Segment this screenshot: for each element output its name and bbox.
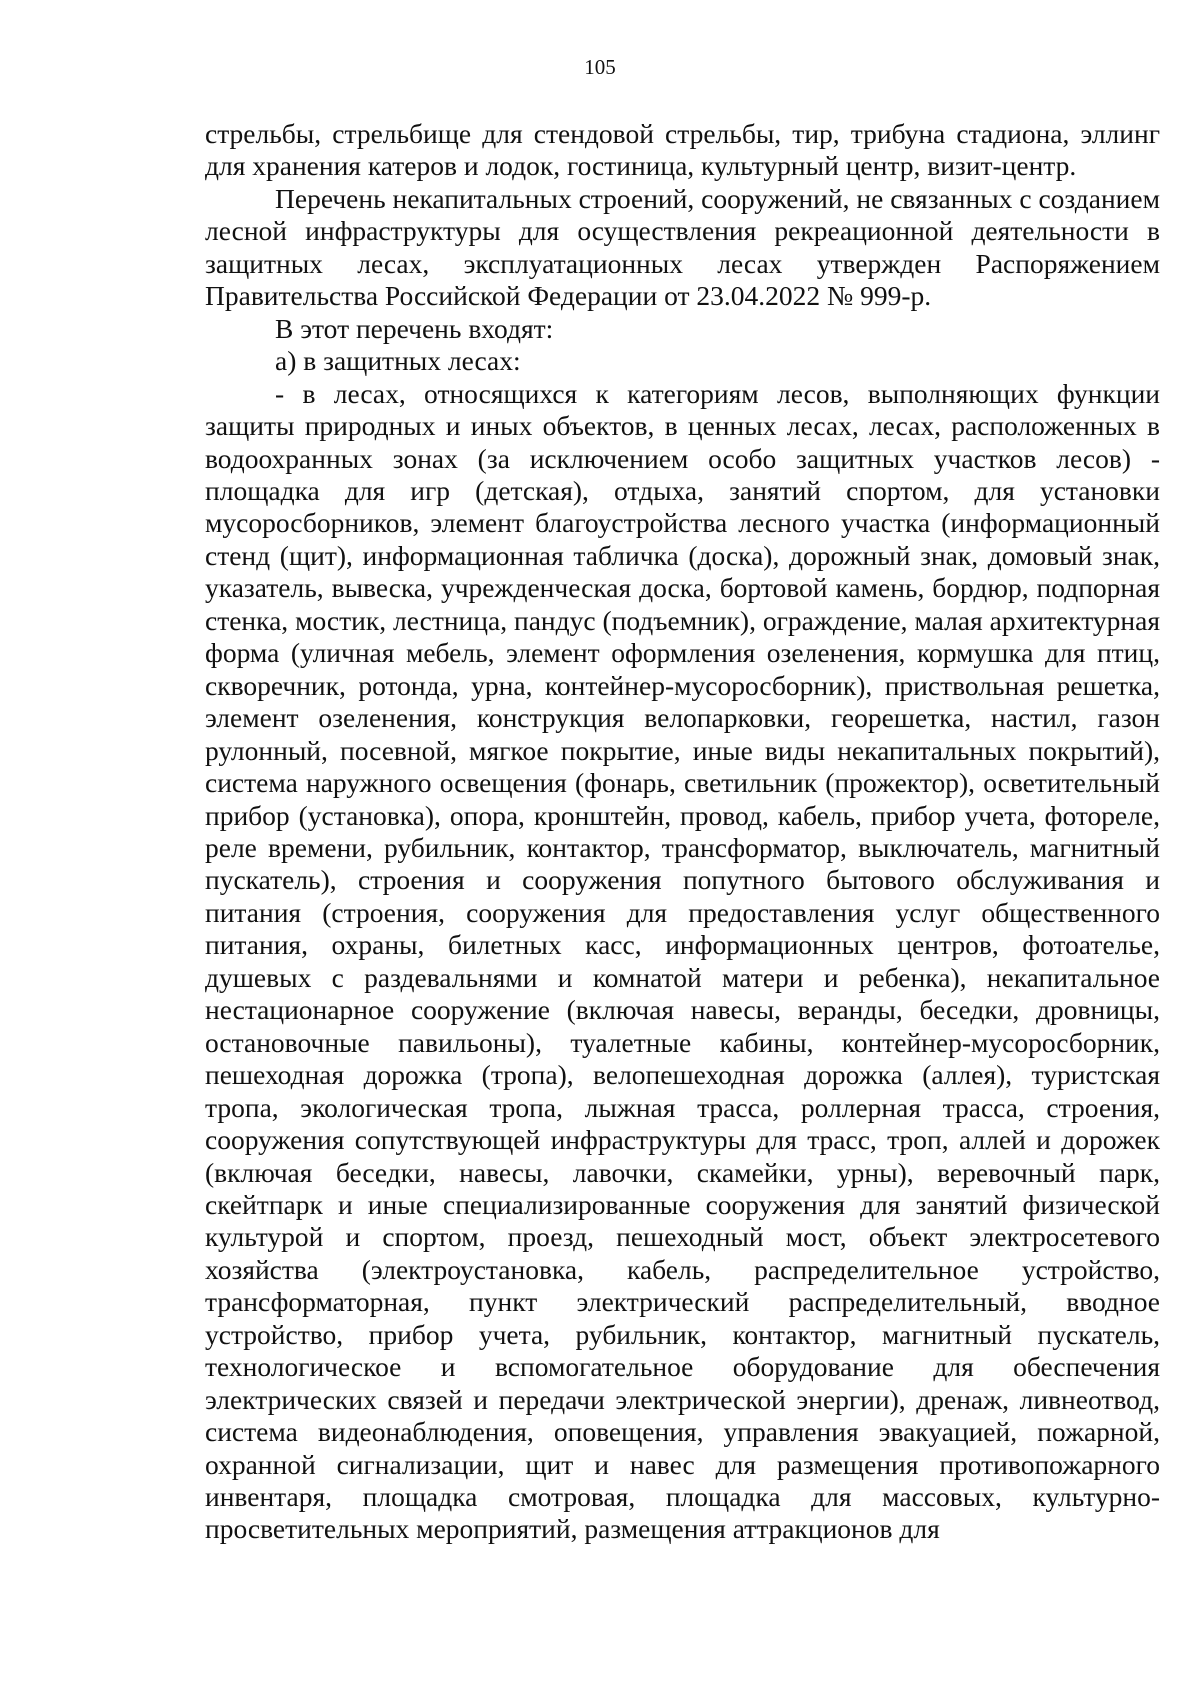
paragraph-subsection-a: а) в защитных лесах: bbox=[275, 345, 521, 377]
paragraph-continuation: стрельбы, стрельбище для стендовой стрельбы, тир, трибуна стадиона, эллинг для хранения катеров и лодок, гостиница, культурный центр, визит-центр. bbox=[205, 118, 1160, 182]
paragraph-item-protective-forests: - в лесах, относящихся к категориям лесов, выполняющих функции защиты природных и иных объектов, в ценных лесах, лесах, расположенных в водоохранных зонах (за исключением особо защитных участков лесов) - площадка для игр (детская), отдыха, занятий спортом, для установки мусоросборников, элемент благоустройства лесного участка (информационный стенд (щит), информационная табличка (доска), дорожный знак, домовый знак, указатель, вывеска, учрежденческая доска, бортовой камень, бордюр, подпорная стенка, мостик, лестница, пандус (подъемник), ограждение, малая архитектурная форма (уличная мебель, элемент оформления озеленения, кормушка для птиц, скворечник, ротонда, урна, контейнер-мусоросборник), приствольная решетка, элемент озеленения, конструкция велопарковки, георешетка, настил, газон рулонный, посевной, мягкое покрытие, иные виды некапитальных покрытий), система наружного освещения (фонарь, светильник (прожектор), осветительный прибор (установка), опора, кронштейн, провод, кабель, прибор учета, фотореле, реле времени, рубильник, контактор, трансформатор, выключатель, магнитный пускатель), строения и сооружения попутного бытового обслуживания и питания (строения, сооружения для предоставления услуг общественного питания, охраны, билетных касс, информационных центров, фотоателье, душевых с раздевальнями и комнатой матери и ребенка), некапитальное нестационарное сооружение (включая навесы, веранды, беседки, дровницы, остановочные павильоны), туалетные кабины, контейнер-мусоросборник, пешеходная дорожка (тропа), велопешеходная дорожка (аллея), туристская тропа, экологическая тропа, лыжная трасса, роллерная трасса, строения, сооружения сопутствующей инфраструктуры для трасс, троп, аллей и дорожек (включая беседки, навесы, лавочки, скамейки, урны), веревочный парк, скейтпарк и иные специализированные сооружения для занятий физической культурой и спортом, проезд, пешеходный мост, объект электросетевого хозяйства (электроустановка, кабель, распределительное устройство, трансформаторная, пункт электрический распределительный, вводное устройство, прибор учета, рубильник, контактор, магнитный пускатель, технологическое и вспомогательное оборудование для обеспечения электрических связей и передачи электрической энергии), дренаж, ливнеотвод, система видеонаблюдения, оповещения, управления эвакуацией, пожарной, охранной сигнализации, щит и навес для размещения противопожарного инвентаря, площадка смотровая, площадка для массовых, культурно-просветительных мероприятий, размещения аттракционов для bbox=[205, 377, 1160, 1545]
body-text bbox=[205, 118, 1160, 1546]
page-number: 105 bbox=[584, 55, 616, 79]
paragraph-list-reference: Перечень некапитальных строений, сооружений, не связанных с созданием лесной инфраструктуры для осуществления рекреационной деятельности в защитных лесах, эксплуатационных лесах утвержден Распоряжением Правительства Российской Федерации от 23.04.2022 № 999-р. bbox=[205, 182, 1160, 312]
paragraph-list-intro: В этот перечень входят: bbox=[275, 312, 554, 344]
